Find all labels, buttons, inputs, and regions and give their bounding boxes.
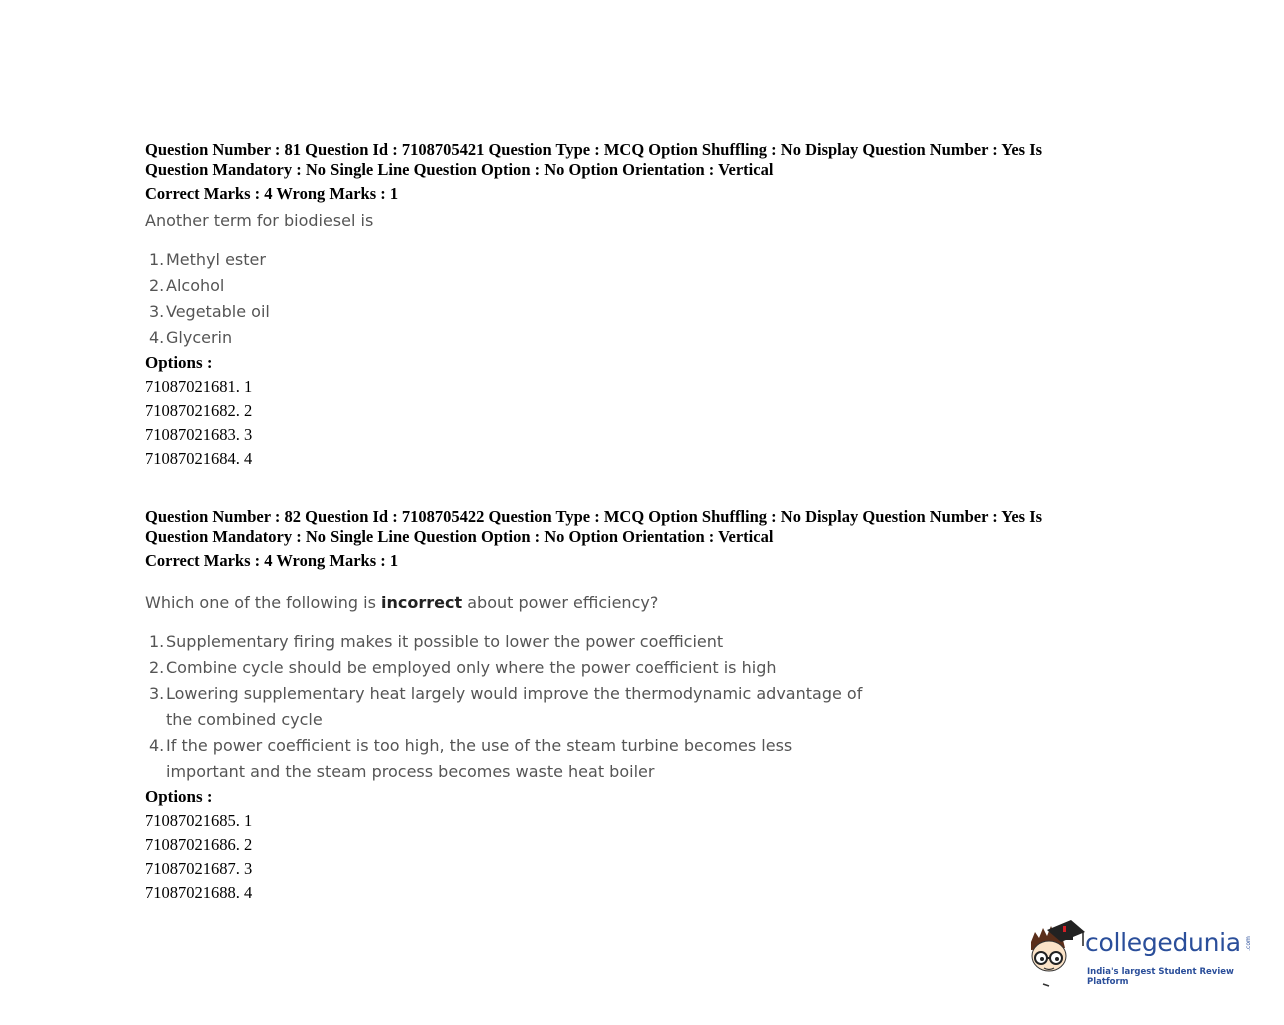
choice-text: Supplementary firing makes it possible to lower the power coefficient (166, 632, 724, 651)
question-meta-line2: Question Mandatory : No Single Line Question Option : No Option Orientation : Vertical (145, 160, 774, 179)
choice-text: Methyl ester (166, 250, 266, 269)
question-text-part: about power efficiency? (462, 593, 659, 612)
choice-number: 4. (149, 328, 165, 347)
choice-item (149, 325, 1125, 351)
choice-number: 4. (149, 736, 165, 755)
choice-number: 2. (149, 658, 165, 677)
question-text-emphasis: incorrect (381, 593, 463, 612)
options-label: Options : (145, 353, 213, 372)
choice-text: Glycerin (166, 328, 233, 347)
logo-suffix: .com (1244, 936, 1252, 951)
question-block-82 (145, 507, 1125, 905)
choice-item (149, 681, 1125, 733)
choice-text: Lowering supplementary heat largely would improve the thermodynamic advantage of the combined cycle (166, 684, 863, 729)
choice-number: 1. (149, 250, 165, 269)
option-id-row: 71087021688. 4 (145, 883, 253, 902)
choice-item (149, 629, 1125, 655)
option-id-row: 71087021685. 1 (145, 811, 253, 830)
question-meta-line2: Question Mandatory : No Single Line Question Option : No Option Orientation : Vertical (145, 527, 774, 546)
choice-text: Combine cycle should be employed only where the power coefficient is high (166, 658, 777, 677)
choice-text: Vegetable oil (166, 302, 270, 321)
option-id-row: 71087021683. 3 (145, 425, 253, 444)
choice-item (149, 733, 1125, 785)
question-block-81 (145, 140, 1125, 471)
question-text-part: Another term for biodiesel is (145, 211, 374, 230)
choice-item (149, 273, 1125, 299)
choice-number: 3. (149, 684, 165, 703)
choice-number: 2. (149, 276, 165, 295)
option-id-row: 71087021686. 2 (145, 835, 253, 854)
choice-number: 3. (149, 302, 165, 321)
option-id-row: 71087021684. 4 (145, 449, 253, 468)
choice-item (149, 247, 1125, 273)
choice-item (149, 655, 1125, 681)
collegedunia-logo (1025, 918, 1255, 990)
option-id-row: 71087021682. 2 (145, 401, 253, 420)
mascot-graduation-cap-icon (1025, 918, 1087, 990)
choice-text: If the power coefficient is too high, the use of the steam turbine becomes less important and the steam process becomes waste heat boiler (166, 736, 793, 781)
answer-choices (145, 629, 1125, 785)
choice-number: 1. (149, 632, 165, 651)
question-text (145, 211, 1125, 230)
question-marks: Correct Marks : 4 Wrong Marks : 1 (145, 184, 399, 203)
options-label: Options : (145, 787, 213, 806)
option-id-row: 71087021681. 1 (145, 377, 253, 396)
logo-wordmark: collegedunia (1085, 928, 1241, 957)
choice-item (149, 299, 1125, 325)
choice-text: Alcohol (166, 276, 225, 295)
question-meta-line1: Question Number : 82 Question Id : 7108705422 Question Type : MCQ Option Shuffling : No Display Question Number : Yes Is (145, 507, 1043, 526)
answer-choices (145, 247, 1125, 351)
question-meta-line1: Question Number : 81 Question Id : 7108705421 Question Type : MCQ Option Shuffling : No Display Question Number : Yes Is (145, 140, 1043, 159)
question-text-part: Which one of the following is (145, 593, 382, 612)
logo-tagline: India's largest Student Review Platform (1087, 967, 1234, 987)
option-id-row: 71087021687. 3 (145, 859, 253, 878)
question-text (145, 593, 1125, 612)
question-marks: Correct Marks : 4 Wrong Marks : 1 (145, 551, 399, 570)
